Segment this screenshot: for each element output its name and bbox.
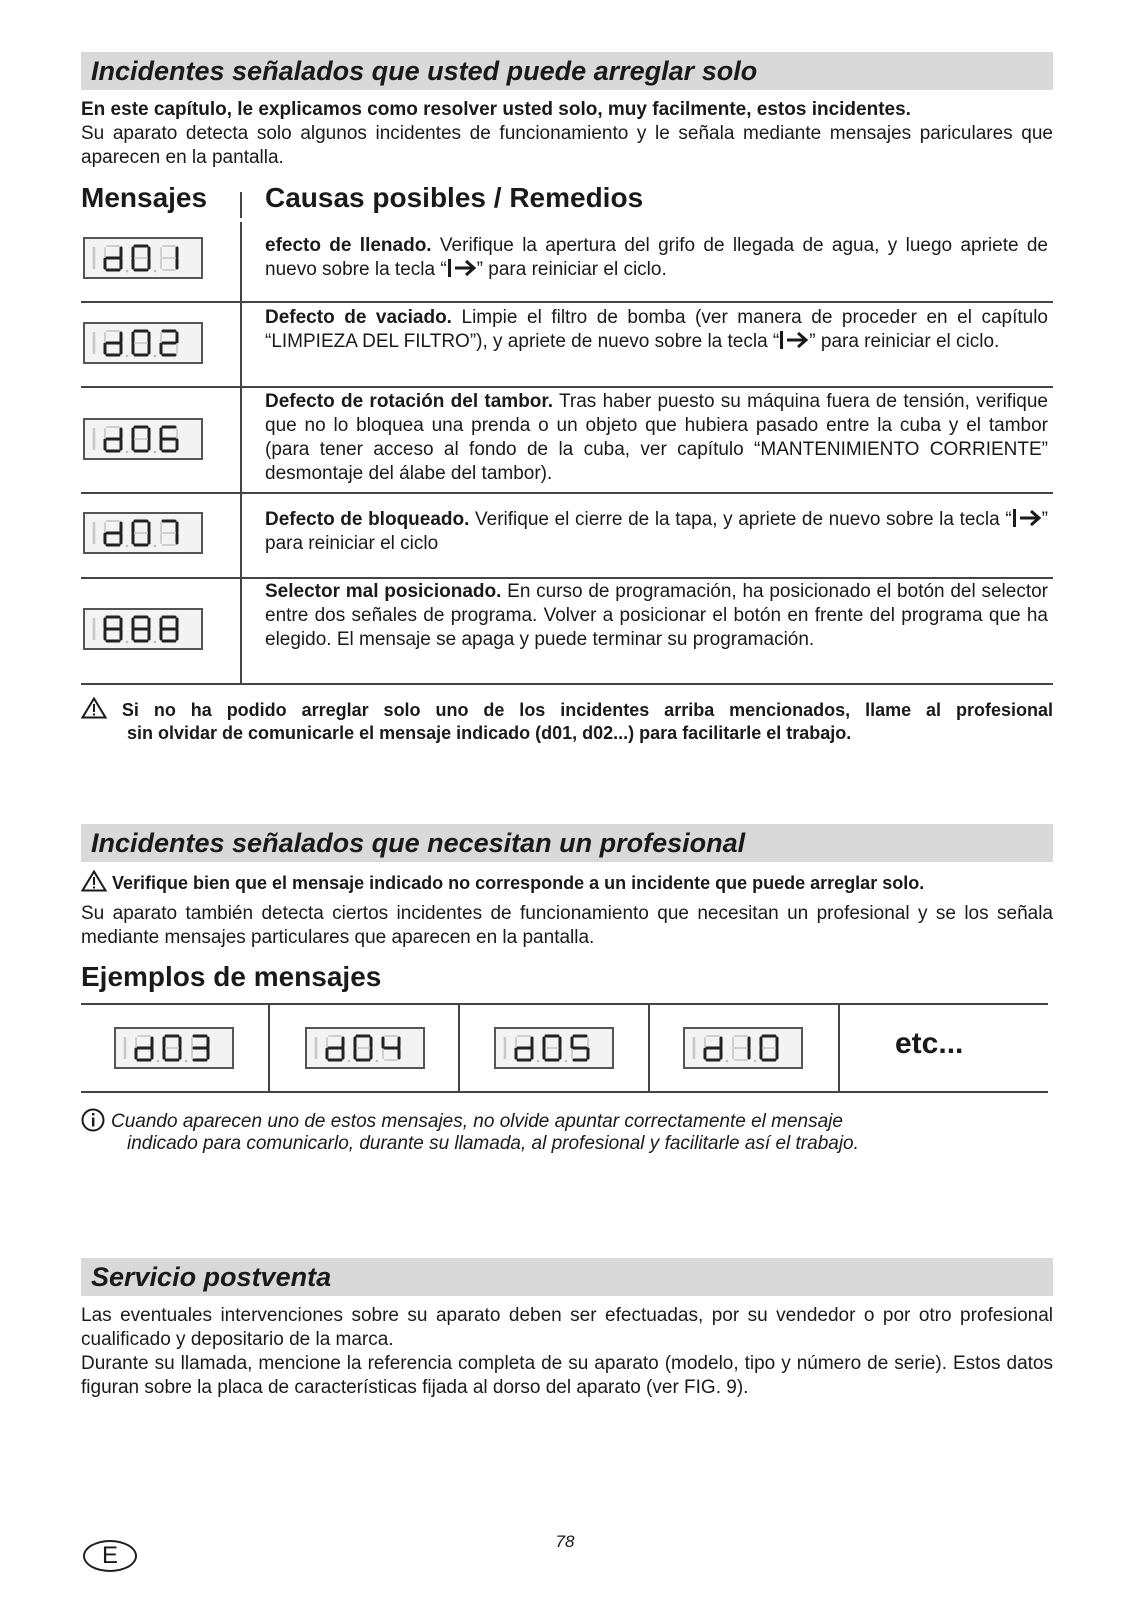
etc-label: etc... — [895, 1027, 964, 1060]
lcd-dot — [348, 1060, 351, 1063]
incident-title: Defecto de bloqueado. — [265, 509, 470, 530]
table-row-divider — [81, 301, 1053, 303]
examples-divider — [268, 1003, 270, 1093]
table-row-divider — [81, 386, 1053, 388]
section-title-diy: Incidentes señalados que usted puede arreglar solo — [81, 52, 1053, 90]
incident-remedy: Verifique el cierre de la tapa, y apriete de nuevo sobre la tecla “ — [469, 509, 1012, 530]
incident-remedy-end: ” para reiniciar el ciclo. — [809, 331, 1000, 352]
table-row — [265, 390, 1048, 486]
lcd-dot — [126, 270, 129, 273]
info-circle-icon — [81, 1108, 111, 1139]
language-badge: E — [83, 1540, 137, 1572]
verify-warning-text: Verifique bien que el mensaje indicado no corresponde a un incidente que puede arreglar solo. — [112, 873, 925, 893]
lcd-dot — [537, 1060, 540, 1063]
examples-divider — [838, 1003, 840, 1093]
lcd-dot — [126, 641, 129, 644]
incident-title: Selector mal posicionado. — [265, 581, 502, 602]
incident-remedy: Verifique la apertura del grifo de llegada de agua, y luego apriete de nuevo sobre la tecla “ — [265, 235, 1049, 280]
aftersales-text2: Durante su llamada, mencione la referencia completa de su aparato (modelo, tipo y número de serie). Estos datos figuran sobre la placa de características fijada al dorso del aparato (ver FIG. 9). — [81, 1353, 1053, 1398]
lcd-digits — [85, 420, 201, 458]
table-row — [265, 306, 1048, 354]
lcd-dot — [154, 355, 157, 358]
examples-heading: Ejemplos de mensajes — [81, 961, 382, 992]
lcd-digits — [85, 324, 201, 362]
incident-title: Defecto de vaciado. — [265, 307, 452, 328]
lcd-dot — [126, 545, 129, 548]
warning-triangle-icon — [81, 870, 107, 898]
lcd-digits — [85, 514, 201, 552]
lcd-dot — [726, 1060, 729, 1063]
incident-title: efecto de llenado. — [265, 235, 432, 256]
lcd-dot — [126, 451, 129, 454]
table-row — [265, 234, 1048, 282]
incident-title: Defecto de rotación del tambor. — [265, 391, 554, 412]
lcd-display — [83, 418, 203, 460]
lcd-dot — [376, 1060, 379, 1063]
lcd-dot — [154, 545, 157, 548]
incident-remedy: Tras haber puesto su máquina fuera de tensión, verifique que no lo bloquea una prenda o un objeto que hubiera pasado entre la cuba y el tambor (para tener acceso al fondo de la cuba, ver capítulo “MANTENIMIENTO CORRIENTE” desmontaje del álabe del tambor). — [265, 391, 1048, 484]
section1-intro — [81, 98, 1053, 170]
lcd-display — [114, 1027, 234, 1069]
section2-text: Su aparato también detecta ciertos incidentes de funcionamiento que necesitan un profesional y se los señala mediante mensajes particulares que aparecen en la pantalla. — [81, 903, 1053, 948]
section1-intro-bold: En este capítulo, le explicamos como resolver usted solo, muy facilmente, estos incidentes. — [81, 99, 911, 120]
examples-divider — [458, 1003, 460, 1093]
info-note-line2-wrap — [127, 1132, 1053, 1156]
start-pause-arrow-icon — [447, 258, 477, 278]
table-column-divider-top — [240, 192, 242, 218]
column-heading-causes: Causas posibles / Remedios — [265, 182, 644, 213]
lcd-digits — [85, 239, 201, 277]
section-title-aftersales: Servicio postventa — [81, 1258, 1053, 1296]
examples-top-border — [81, 1003, 1048, 1005]
section-title-professional: Incidentes señalados que necesitan un profesional — [81, 824, 1053, 862]
lcd-display — [83, 322, 203, 364]
table-row — [265, 580, 1048, 652]
start-pause-arrow-icon — [1012, 508, 1042, 528]
table-row — [265, 508, 1048, 556]
table-row-divider — [81, 577, 1053, 579]
table-row-divider — [81, 492, 1053, 494]
warning-text-line2: sin olvidar de comunicarle el mensaje indicado (d01, d02...) para facilitarle el trabajo. — [127, 723, 852, 743]
lcd-digits — [116, 1029, 232, 1067]
lcd-display — [305, 1027, 425, 1069]
info-note-line1: Cuando aparecen uno de estos mensajes, no olvide apuntar correctamente el mensaje — [111, 1111, 843, 1132]
lcd-digits — [85, 610, 201, 648]
lcd-display — [683, 1027, 803, 1069]
lcd-digits — [496, 1029, 612, 1067]
lcd-dot — [154, 641, 157, 644]
page-number: 78 — [555, 1532, 575, 1551]
lcd-dot — [157, 1060, 160, 1063]
lcd-display — [83, 237, 203, 279]
incident-remedy: En curso de programación, ha posicionado el botón del selector entre dos señales de programa. Volver a posicionar el botón en frente del programa que ha elegido. El mensaje se apaga y puede terminar su programación. — [265, 581, 1048, 650]
incident-remedy: Limpie el filtro de bomba (ver manera de proceder en el capítulo “LIMPIEZA DEL FILTRO”), y apriete de nuevo sobre la tecla “ — [265, 307, 1048, 352]
examples-divider — [648, 1003, 650, 1093]
examples-bottom-border — [81, 1091, 1048, 1093]
lcd-dot — [154, 451, 157, 454]
lcd-digits — [307, 1029, 423, 1067]
lcd-dot — [754, 1060, 757, 1063]
lcd-display — [494, 1027, 614, 1069]
warning-note-line2 — [127, 721, 1053, 745]
incident-remedy-end: ” para reiniciar el ciclo — [265, 509, 1048, 554]
lcd-display — [83, 512, 203, 554]
section1-intro-text: Su aparato detecta solo algunos incidentes de funcionamiento y le señala mediante mensajes pariculares que aparecen en la pantalla. — [81, 123, 1053, 168]
warning-triangle-icon — [81, 697, 107, 725]
table-column-divider — [240, 222, 242, 684]
lcd-digits — [685, 1029, 801, 1067]
lcd-dot — [185, 1060, 188, 1063]
table-row-divider — [81, 683, 1053, 685]
lcd-display — [83, 608, 203, 650]
lcd-dot — [565, 1060, 568, 1063]
info-note-line2: indicado para comunicarlo, durante su llamada, al profesional y facilitarle así el trabajo. — [127, 1133, 859, 1154]
lcd-dot — [126, 355, 129, 358]
aftersales-text1: Las eventuales intervenciones sobre su aparato deben ser efectuadas, por su vendedor o por otro profesional cualificado y depositario de la marca. — [81, 1305, 1053, 1350]
verify-warning — [81, 870, 1053, 898]
lcd-dot — [154, 270, 157, 273]
warning-text-line1: Si no ha podido arreglar solo uno de los incidentes arriba mencionados, llame al profesional — [121, 700, 1053, 720]
start-pause-arrow-icon — [779, 330, 809, 350]
column-heading-messages: Mensajes — [81, 182, 208, 213]
incident-remedy-end: ” para reiniciar el ciclo. — [476, 259, 667, 280]
